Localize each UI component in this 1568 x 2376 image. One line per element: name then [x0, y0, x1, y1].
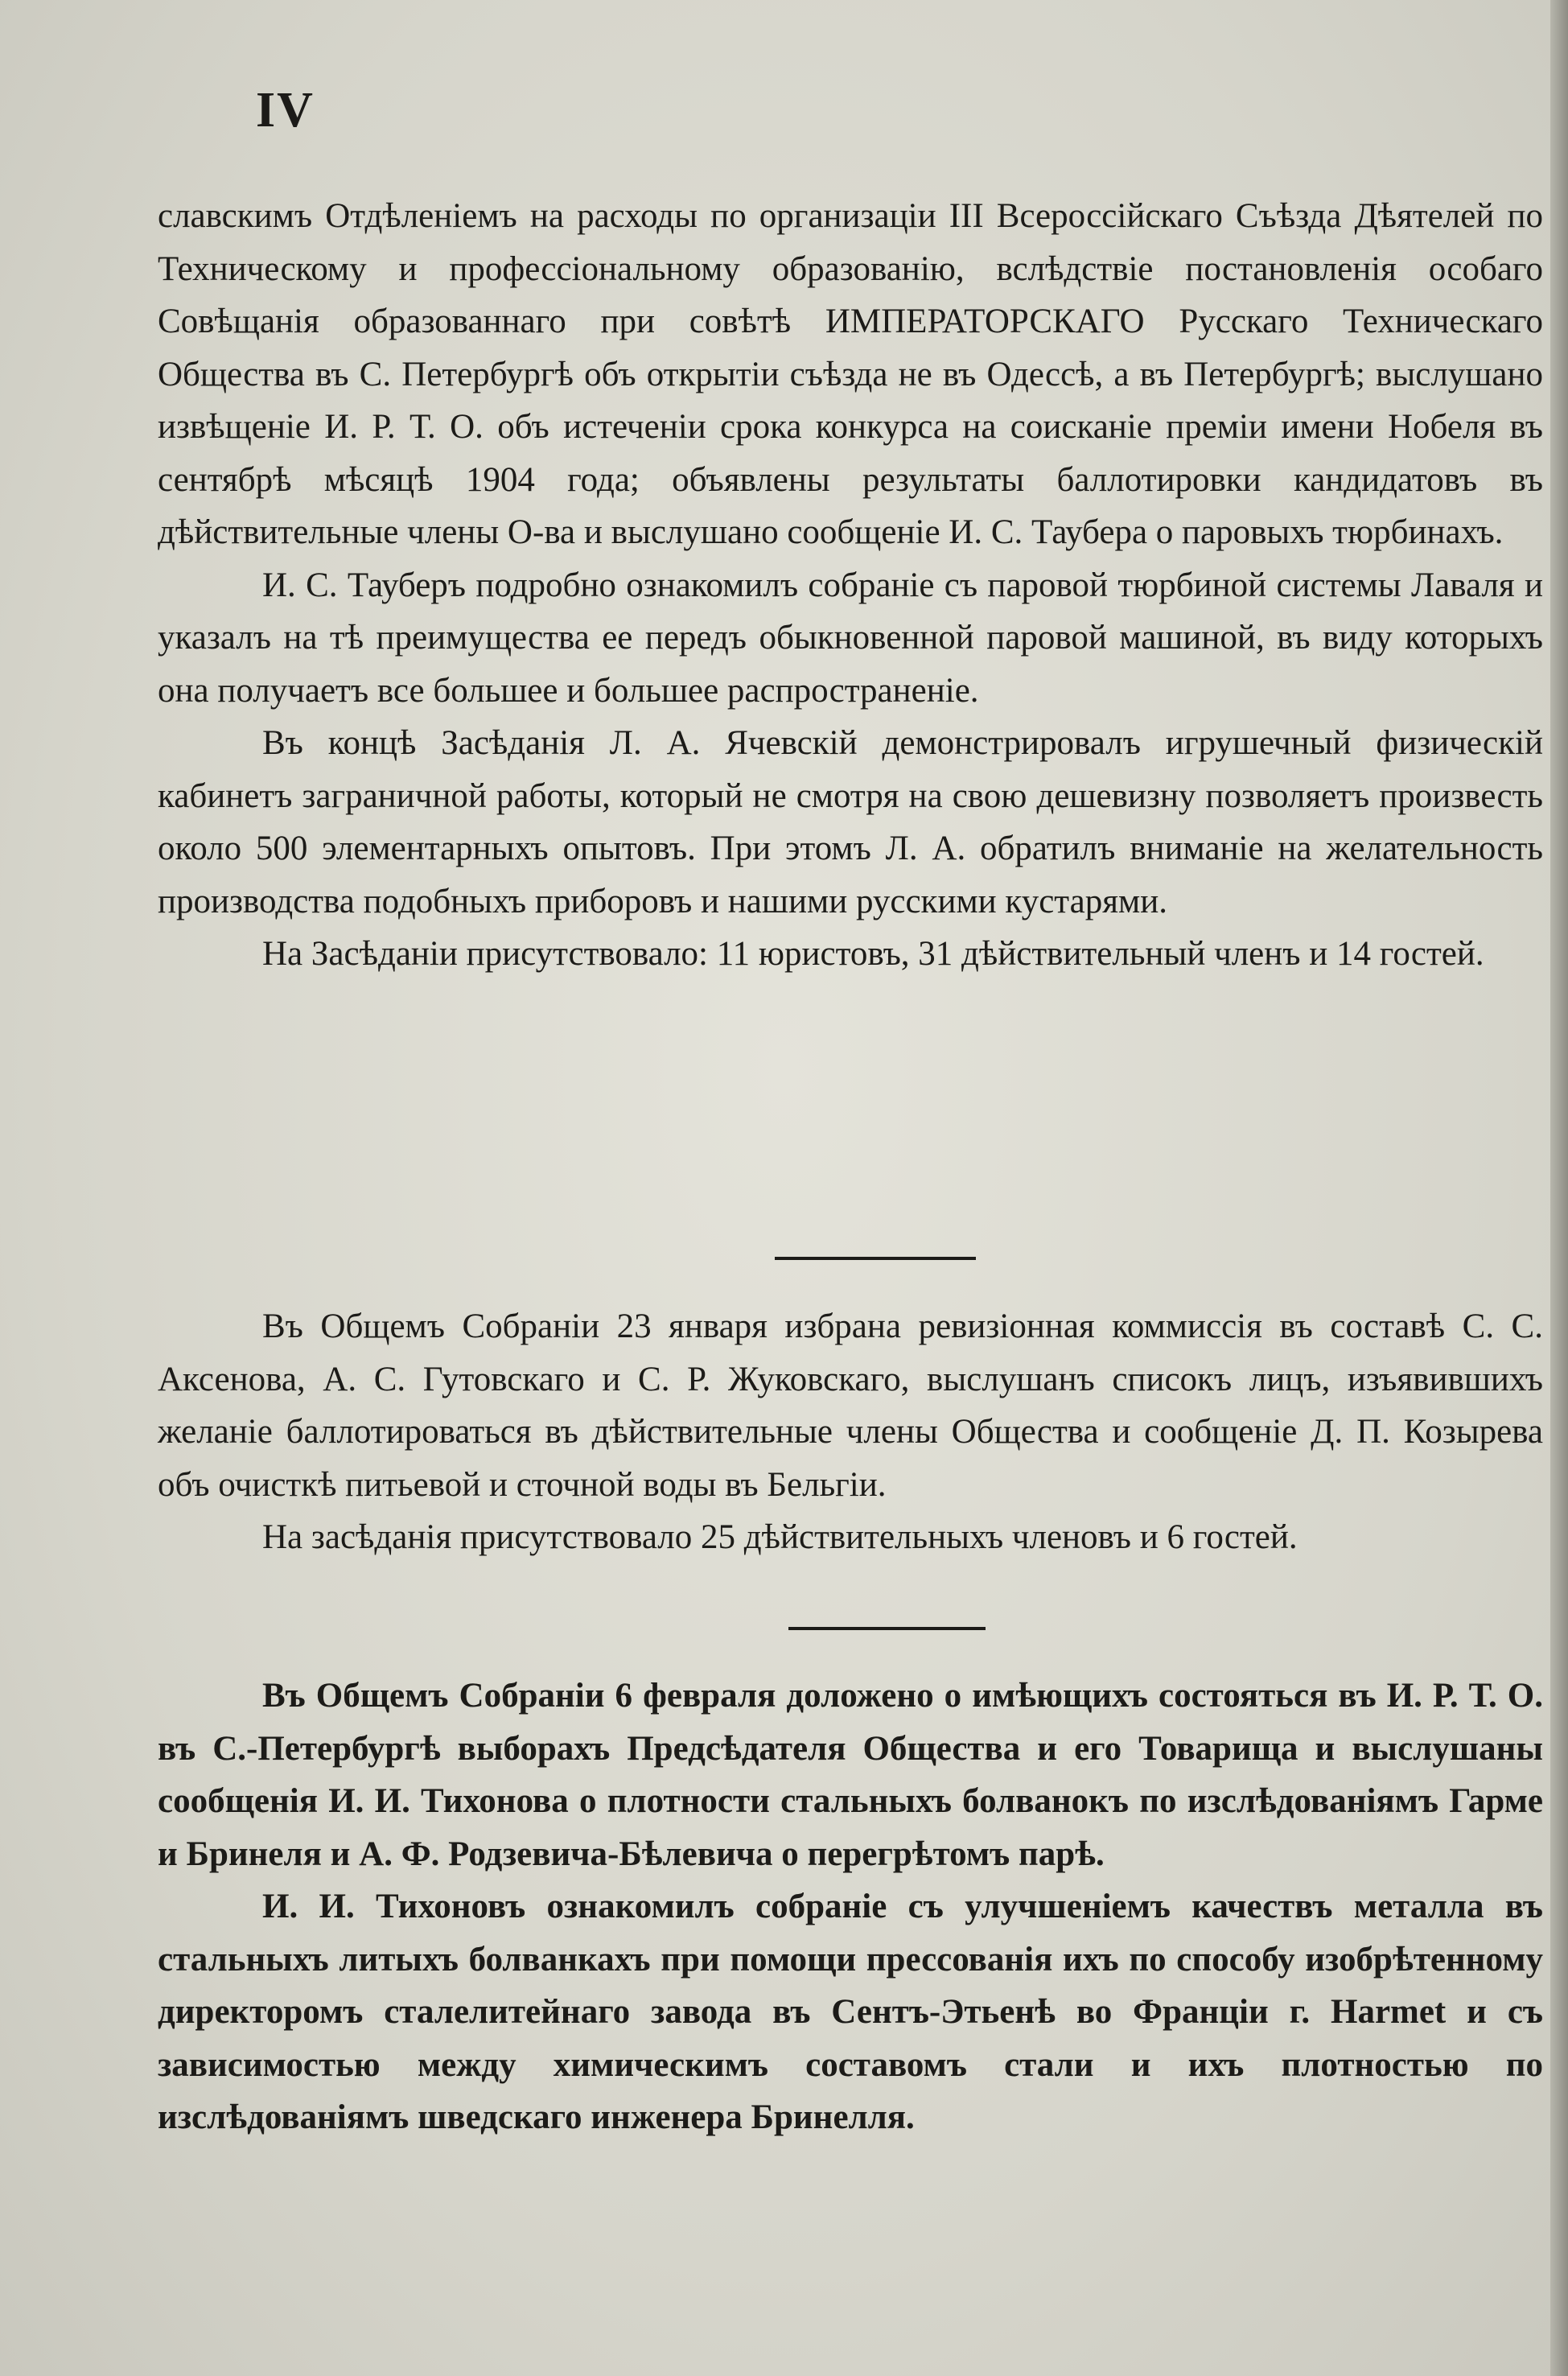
paragraph: Въ Общемъ Собраніи 23 января избрана ревизіонная коммиссія въ составѣ С. С. Аксенова, А. С. Гутовскаго и С. Р. Жуковскаго, выслушанъ списокъ лицъ, изъявившихъ желаніе баллотироваться въ дѣйствительные члены Общества и сообщеніе Д. П. Козырева объ очисткѣ питьевой и сточной воды въ Бельгіи. [158, 1307, 1543, 1504]
paragraph: Въ Общемъ Собраніи 6 февраля доложено о имѣющихъ состояться въ И. Р. Т. О. въ С.-Петербургѣ выборахъ Предсѣдателя Общества и его Товарища и выслушаны сообщенія И. И. Тихонова о плотности стальныхъ болванокъ по изслѣдованіямъ Гарме и Бринеля и А. Ф. Родзевича-Бѣлевича о перегрѣтомъ парѣ. [158, 1677, 1543, 1873]
section-1 [158, 190, 1543, 981]
paragraph: И. С. Тауберъ подробно ознакомилъ собраніе съ паровой тюрбиной системы Лаваля и указалъ на тѣ преимущества ее передъ обыкновенной паровой машиной, въ виду которыхъ она получаетъ все большее и большее распространеніе. [158, 566, 1543, 710]
paragraph: На засѣданія присутствовало 25 дѣйствительныхъ членовъ и 6 гостей. [262, 1518, 1298, 1556]
page-edge-shadow [1550, 0, 1568, 2376]
section-divider [788, 1627, 986, 1630]
page-number: IV [256, 83, 315, 138]
section-2 [158, 1300, 1543, 1564]
paragraph: На Засѣданіи присутствовало: 11 юристовъ, 31 дѣйствительный членъ и 14 гостей. [262, 935, 1484, 973]
section-divider [775, 1257, 976, 1260]
paragraph: Въ концѣ Засѣданія Л. А. Ячевскій демонстрировалъ игрушечный физическій кабинетъ заграничной работы, который не смотря на свою дешевизну позволяетъ произвесть около 500 элементарныхъ опытовъ. При этомъ Л. А. обратилъ вниманіе на желательность производства подобныхъ приборовъ и нашими русскими кустарями. [158, 724, 1543, 920]
paragraph: славскимъ Отдѣленіемъ на расходы по организаціи III Всероссійскаго Съѣзда Дѣятелей по Техническому и профессіональному образованію, вслѣдствіе постановленія особаго Совѣщанія образованнаго при совѣтѣ ИМПЕРАТОРСКАГО Русскаго Техническаго Общества въ С. Петербургѣ объ открытіи съѣзда не въ Одессѣ, а въ Петербургѣ; выслушано извѣщеніе И. Р. Т. О. объ истеченіи срока конкурса на соисканіе преміи имени Нобеля въ сентябрѣ мѣсяцѣ 1904 года; объявлены результаты баллотировки кандидатовъ въ дѣйствительные члены О-ва и выслушано сообщеніе И. С. Таубера о паровыхъ тюрбинахъ. [158, 197, 1543, 551]
paragraph: И. И. Тихоновъ ознакомилъ собраніе съ улучшеніемъ качествъ металла въ стальныхъ литыхъ болванкахъ при помощи прессованія ихъ по способу изобрѣтенному директоромъ сталелитейнаго завода въ Сентъ-Этьенѣ во Франціи г. Harmet и съ зависимостью между химическимъ составомъ стали и ихъ плотностью по изслѣдованіямъ шведскаго инженера Бринелля. [158, 1888, 1543, 2136]
section-3 [158, 1670, 1543, 2144]
